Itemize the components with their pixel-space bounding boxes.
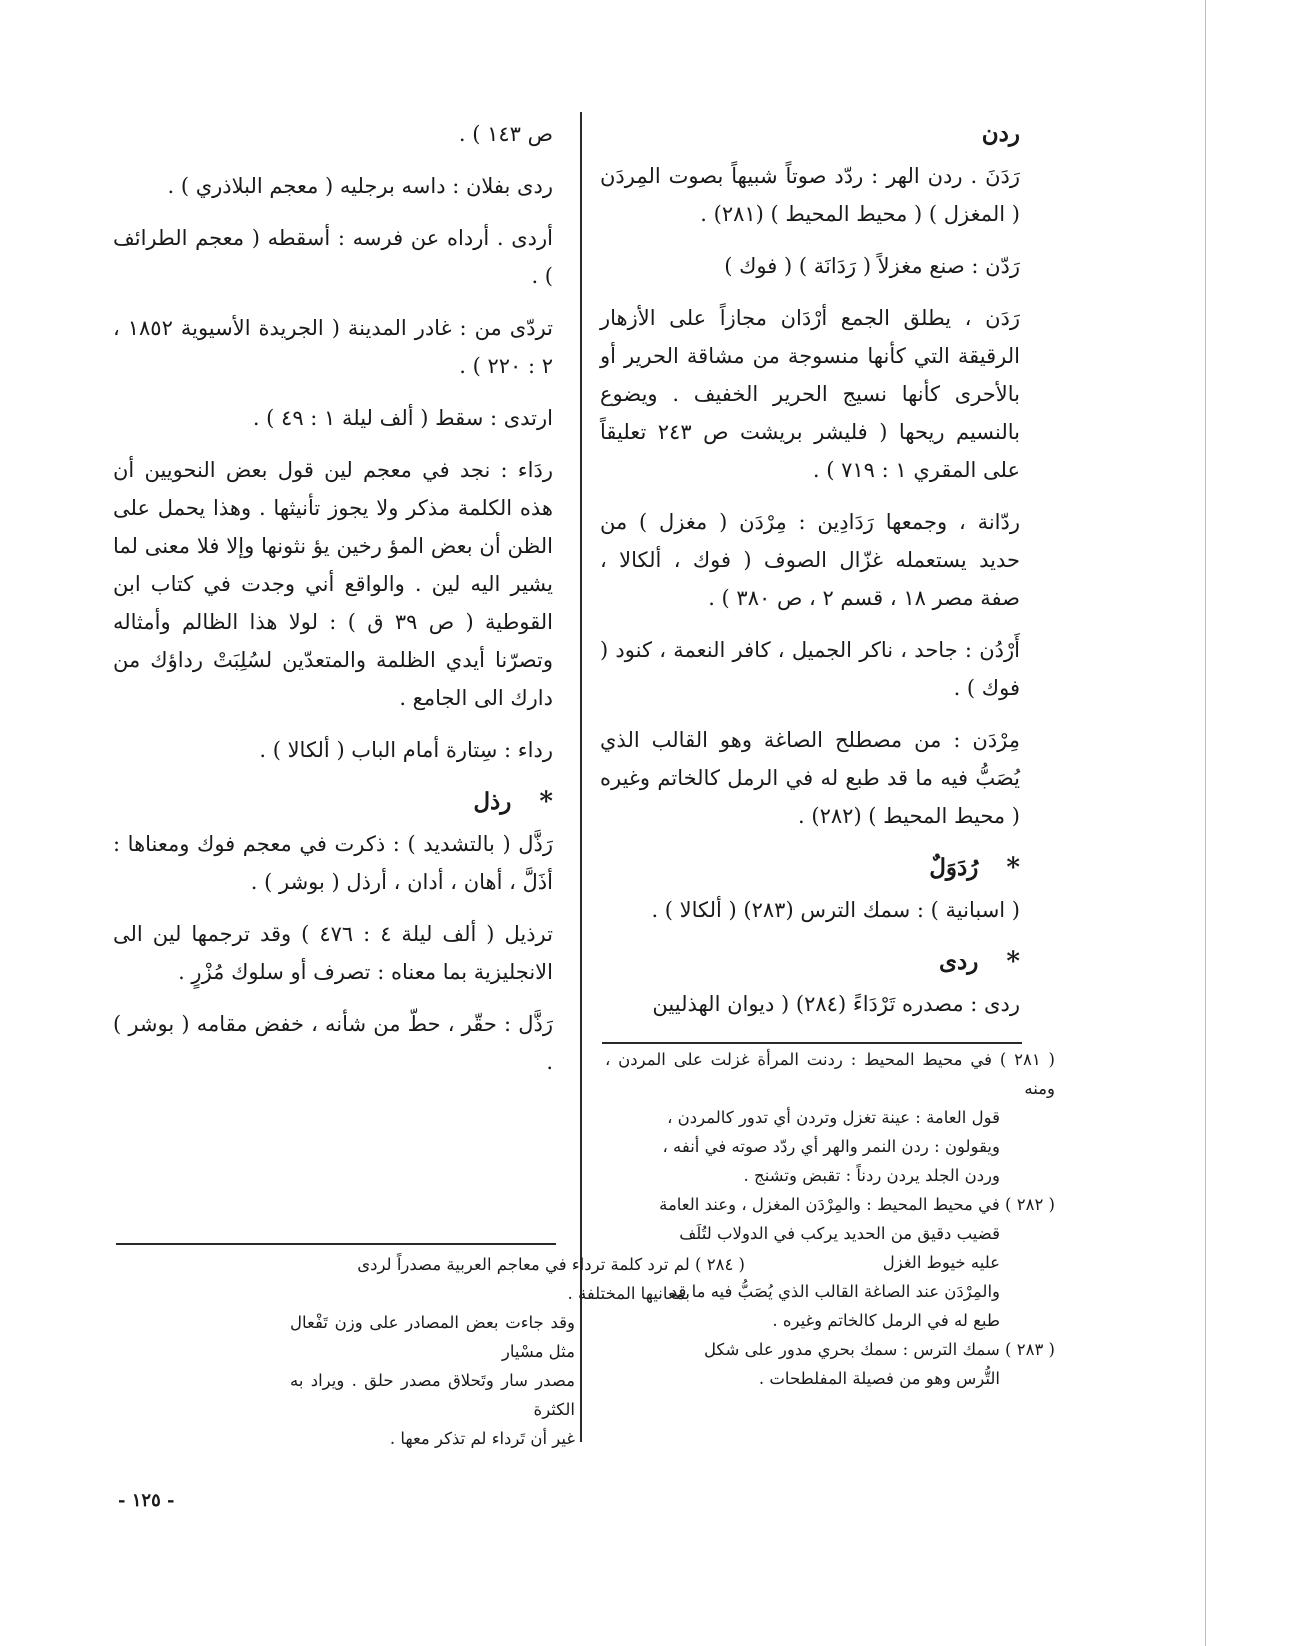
entry-paragraph: ردّانة ، وجمعها رَدَادِين : مِرْدَن ( مغزل ) من حديد يستعمله غزّال الصوف ( فوك ، ألكالا ، صفة مصر ١٨ ، قسم ٢ ، ص ٣٨٠ ) . [600, 510, 1020, 610]
entry-paragraph: رَدّن : صنع مغزلاً ( رَدَانَة ) ( فوك ) [724, 254, 1020, 278]
footnote-line: مصدر سار وتَحلاق مصدر حلق . ويراد به الكثرة [290, 1371, 575, 1419]
footnote-line: بمعانيها المختلفة . [567, 1284, 690, 1303]
page-edge-line [1205, 0, 1206, 1646]
entry-paragraph: أَرْدُن : جاحد ، ناكر الجميل ، كافر النعمة ، كنود ( فوك ) . [600, 638, 1020, 700]
entry-paragraph: رَدَنَ . ردن الهر : ردّد صوتاً شبيهاً بصوت المِردَن ( المغزل ) ( محيط المحيط ) (٢٨١) . [600, 164, 1020, 226]
footnotes-right [605, 1045, 1055, 1393]
footnote-line: والمِرْدَن عند الصاغة القالب الذي يُصَبُّ فيه ما قد [669, 1282, 1000, 1301]
footnote-line: ( ٢٨٣ ) سمك الترس : سمك بحري مدور على شكل [703, 1340, 1055, 1359]
entry-heading-radawal [600, 849, 1020, 887]
footnote-line: قول العامة : عينة تغزل وتردن أي تدور كالمردن ، [667, 1108, 1000, 1127]
entry-heading-rada [600, 943, 1020, 981]
heading-text: رذل [473, 788, 512, 815]
footnote-line: غير أن تَرداء لم تذكر معها . [389, 1429, 575, 1448]
entry-paragraph: ارتدى : سقط ( ألف ليلة ١ : ٤٩ ) . [252, 406, 553, 430]
right-column [600, 115, 1020, 1023]
entry-paragraph: تردّى من : غادر المدينة ( الجريدة الأسيوية ١٨٥٢ ، ٢ : ٢٢٠ ) . [113, 316, 553, 378]
entry-paragraph: رَدَن ، يطلق الجمع أرْدَان مجازاً على الأزهار الرقيقة التي كأنها منسوجة من مشاقة الحرير أو بالأحرى كأنها نسيج الحرير الخفيف . ويضوع بالنسيم ريحها ( فليشر بريشت ص ٢٤٣ تعليقاً على المقري ١ : ٧١٩ ) . [600, 306, 1020, 482]
left-column [113, 115, 553, 1095]
footnote-line: طبع له في الرمل كالخاتم وغيره . [772, 1311, 1000, 1330]
footnote-line: قضيب دقيق من الحديد يركب في الدولاب لتُلَف [679, 1224, 1000, 1243]
footnote-rule [116, 1243, 556, 1245]
footnote-line: عليه خيوط الغزل [882, 1253, 1000, 1272]
page-number: - ١٢٥ - [118, 1490, 175, 1511]
footnote-line: ويقولون : ردن النمر والهر أي ردّد صوته في أنفه ، [662, 1137, 1000, 1156]
entry-heading-radhal [113, 783, 553, 821]
footnote-line: وردن الجلد يردن ردناً : تقبض وتشنج . [743, 1166, 1000, 1185]
footnotes-left [290, 1250, 745, 1453]
entry-paragraph: ردى : مصدره تَرْدَاءً (٢٨٤) ( ديوان الهذليين [652, 992, 1020, 1016]
footnote-line: ( ٢٨٤ ) لم ترد كلمة ترداء في معاجم العربية مصدراً لردى [357, 1255, 745, 1274]
footnote-rule [602, 1042, 1022, 1044]
footnote-line: ( ٢٨٢ ) في محيط المحيط : والمِرْدَن المغزل ، وعند العامة [659, 1195, 1055, 1214]
column-divider [580, 112, 582, 1442]
asterisk-icon: * [1006, 853, 1020, 883]
entry-paragraph: ردى بفلان : داسه برجليه ( معجم البلاذري ) . [167, 174, 553, 198]
heading-text: ردى [939, 948, 979, 975]
entry-paragraph: رَذَّل : حقّر ، حطّ من شأنه ، خفض مقامه ( بوشر ) . [113, 1012, 553, 1074]
entry-paragraph: أردى . أرداه عن فرسه : أسقطه ( معجم الطرائف ) . [113, 226, 553, 288]
entry-paragraph: رَذَّل ( بالتشديد ) : ذكرت في معجم فوك ومعناها : أذَلَّ ، أهان ، أدان ، أرذل ( بوشر ) . [113, 832, 553, 894]
heading-text: ردن [981, 120, 1020, 147]
entry-paragraph: ردَاء : نجد في معجم لين قول بعض النحويين أن هذه الكلمة مذكر ولا يجوز تأنيثها . وهذا يحمل على الظن أن بعض المؤ رخين يؤ نثونها وإلا فلا معنى لما يشير اليه لين . والواقع أني وجدت في كتاب ابن القوطية ( ص ٣٩ ق ) : لولا هذا الظالم وأمثاله وتصرّنا أيدي الظلمة والمتعدّين لسُلِبَتْ رداؤك من دارك الى الجامع . [113, 458, 553, 710]
asterisk-icon: * [539, 787, 553, 817]
entry-paragraph: رداء : سِتارة أمام الباب ( ألكالا ) . [259, 738, 553, 762]
entry-paragraph: ترذيل ( ألف ليلة ٤ : ٤٧٦ ) وقد ترجمها لين الى الانجليزية بما معناه : تصرف أو سلوك مُزْرٍ . [113, 922, 553, 984]
footnote-line: التُّرس وهو من فصيلة المفلطحات . [758, 1369, 1000, 1388]
asterisk-icon: * [1006, 947, 1020, 977]
footnote-line: ( ٢٨١ ) في محيط المحيط : ردنت المرأة غزلت على المردن ، ومنه [605, 1050, 1055, 1098]
entry-heading-radan [600, 115, 1020, 153]
footnote-line: وقد جاءت بعض المصادر على وزن تَفْعال مثل مسْيار [290, 1313, 575, 1361]
entry-paragraph: مِرْدَن : من مصطلح الصاغة وهو القالب الذي يُصَبُّ فيه ما قد طبع له في الرمل كالخاتم وغيره ( محيط المحيط ) (٢٨٢) . [600, 728, 1020, 828]
entry-paragraph: ( اسبانية ) : سمك الترس (٢٨٣) ( ألكالا ) . [651, 898, 1020, 922]
heading-text: رُدَوَلٌ [929, 854, 979, 881]
entry-paragraph: ص ١٤٣ ) . [458, 122, 553, 146]
